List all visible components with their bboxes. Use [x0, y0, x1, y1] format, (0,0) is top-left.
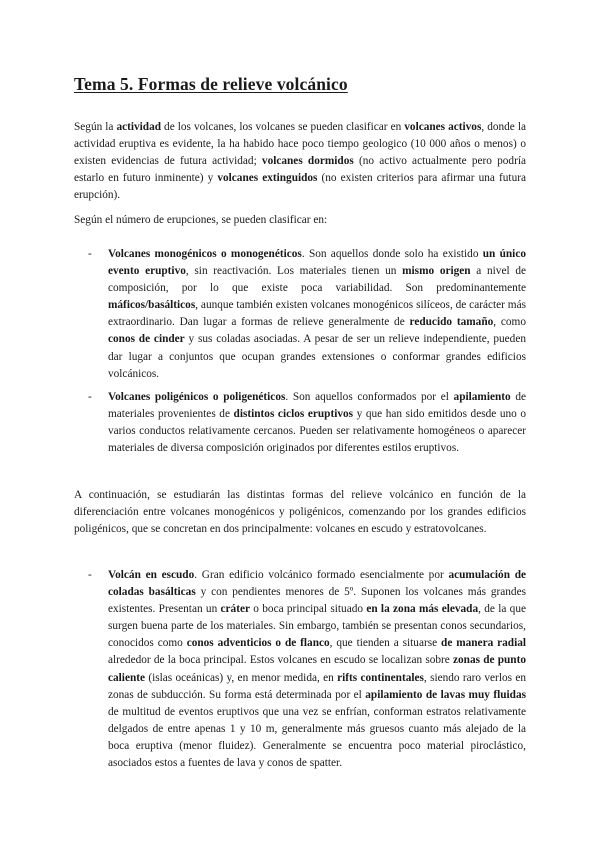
bullet-marker: -: [88, 391, 92, 403]
page-title: Tema 5. Formas de relieve volcánico: [74, 74, 348, 94]
paragraph-eruptions: Según el número de erupciones, se pueden clasificar en:: [74, 214, 328, 226]
bullet-marker: -: [88, 569, 92, 581]
list-item-polygenic: Volcanes poligénicos o poligenéticos. Son aquellos conformados por el apilamiento de materiales provenientes de distintos ciclos eruptivos y que han sido emitidos desde uno o varios conductos relativamente cercanos. Pueden ser relativamente homogéneos o aparecer materiales de diversa composición originados por diferentes estilos eruptivos.: [108, 391, 527, 455]
list-item-monogenic: Volcanes monogénicos o monogenéticos. Son aquellos donde solo ha existido un único evento eruptivo, sin reactivación. Los materiales tienen un mismo origen a nivel de composición, por lo que existe poca variabilidad. Son predominantemente máficos/basálticos, aunque también existen volcanes monogénicos silíceos, de carácter más extraordinario. Dan lugar a formas de relieve generalmente de reducido tamaño, como conos de cinder y sus coladas asociadas. A pesar de ser un relieve independiente, pueden dar lugar a conjuntos que ocupan grandes extensiones o conformar grandes edificios volcánicos.: [108, 248, 526, 380]
paragraph-introduction: A continuación, se estudiarán las distintas formas del relieve volcánico en función de la diferenciación entre volcanes monogénicos y poligénicos, comenzando por los grandes edificios poligénicos, que se concretan en dos principalmente: volcanes en escudo y estratovolcanes.: [74, 489, 526, 536]
bullet-marker: -: [88, 248, 92, 260]
list-item-shield-volcano: Volcán en escudo. Gran edificio volcánico formado esencialmente por acumulación de coladas basálticas y con pendientes menores de 5º. Suponen los volcanes más grandes existentes. Presentan un cráter o boca principal situado en la zona más elevada, de la que surgen buena parte de los materiales. Sin embargo, también se presentan conos secundarios, conocidos como conos adventicios o de flanco, que tienden a situarse de manera radial alrededor de la boca principal. Estos volcanes en escudo se localizan sobre zonas de punto caliente (islas oceánicas) y, en menor medida, en rifts continentales, siendo raro verlos en zonas de subducción. Su forma está determinada por el apilamiento de lavas muy fluidas de multitud de eventos eruptivos que una vez se enfrían, conforman estratos relativamente delgados de entre apenas 1 y 10 m, generalmente más gruesos cuanto más alejado de la boca eruptiva (menor fluidez). Generalmente se encuentra poco material piroclástico, asociados estos a fuentes de lava y conos de spatter.: [108, 569, 527, 770]
paragraph-activity: Según la actividad de los volcanes, los volcanes se pueden clasificar en volcanes activos, donde la actividad eruptiva es evidente, la ha habido hace poco tiempo geologico (10 000 años o menos) o existen evidencias de futura actividad; volcanes dormidos (no activo actualmente pero podría estarlo en futuro inminente) y volcanes extinguidos (no existen criterios para afirmar una futura erupción).: [74, 121, 526, 202]
